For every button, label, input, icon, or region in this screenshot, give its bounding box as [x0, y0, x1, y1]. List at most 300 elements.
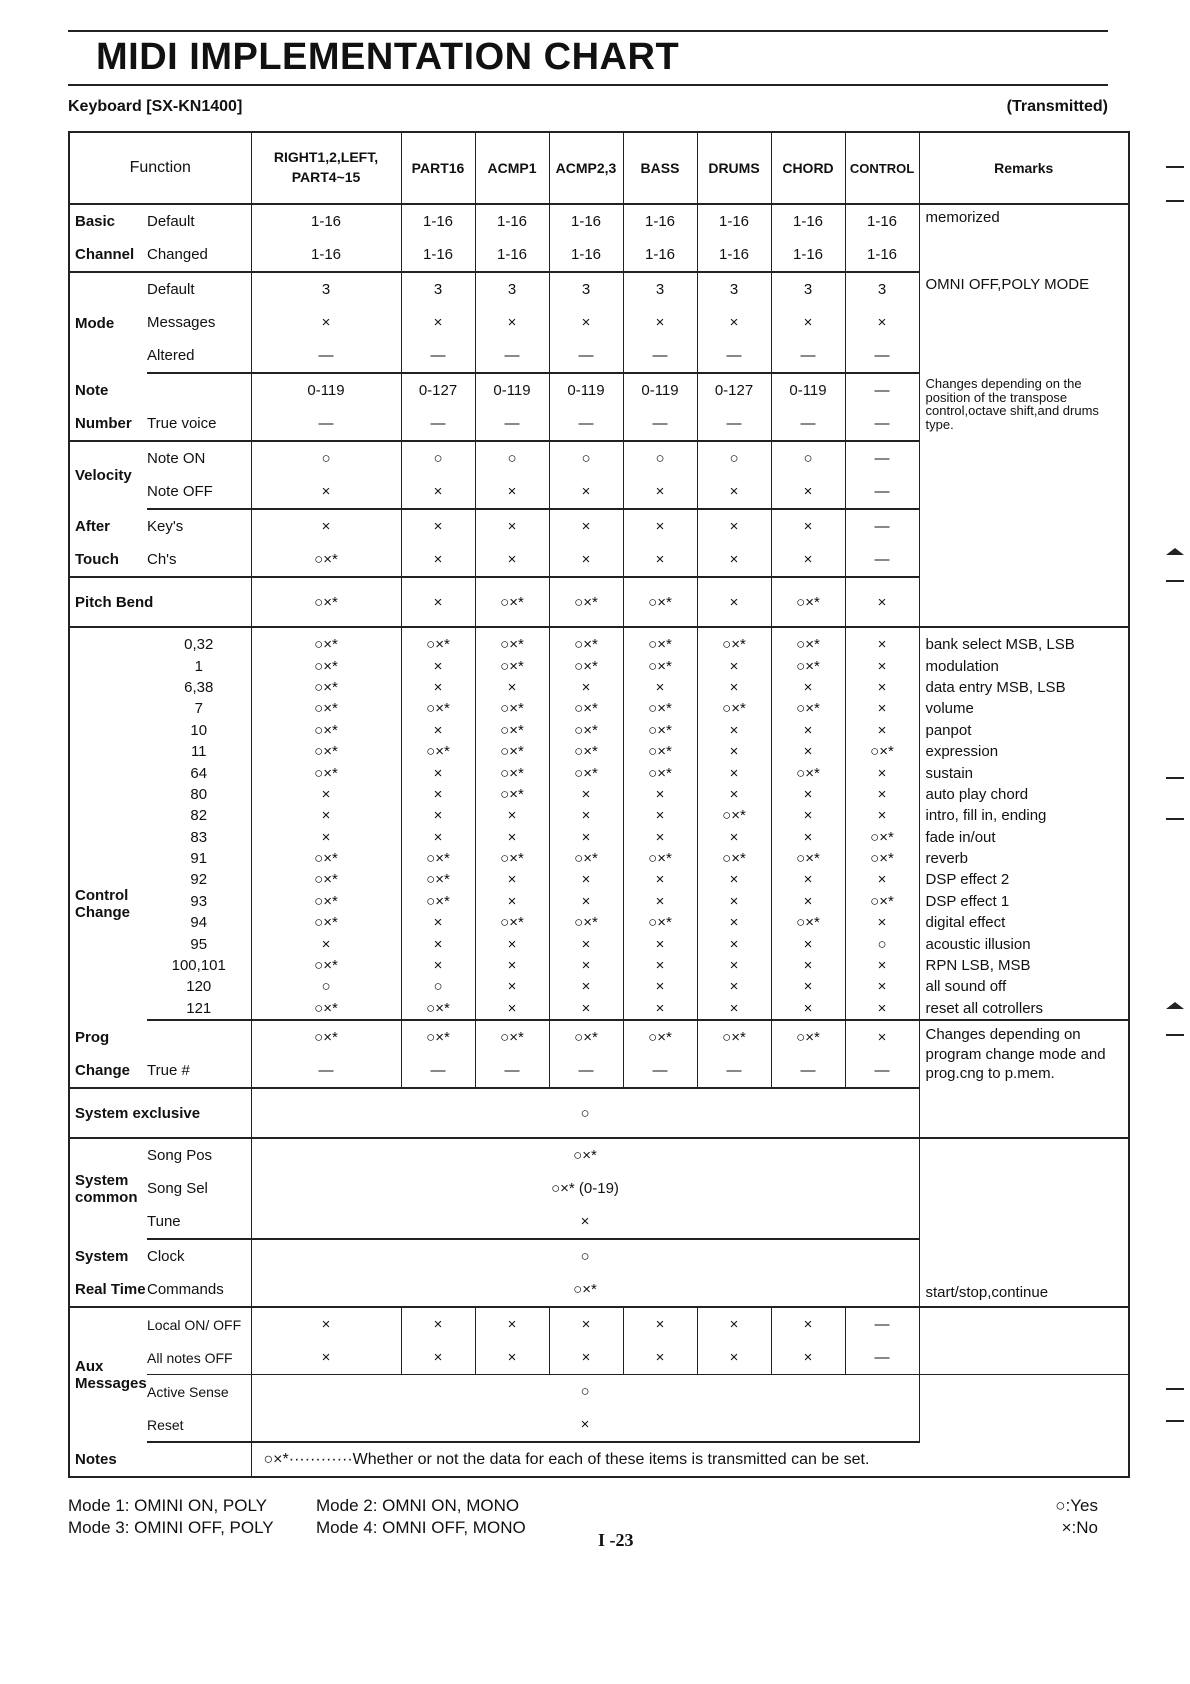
control-change-row	[69, 848, 1129, 869]
aux-local-cell: ×	[401, 1307, 475, 1341]
basic-default-cell: 1-16	[475, 204, 549, 238]
control-change-row	[69, 698, 1129, 719]
control-cell: ×	[697, 720, 771, 741]
velocity-on-cell: ○	[623, 441, 697, 475]
note-number-row	[69, 373, 1129, 407]
header-col-right-line1: RIGHT1,2,LEFT,	[273, 149, 379, 166]
control-change-row	[69, 933, 1129, 954]
control-cell: ○×*	[623, 698, 697, 719]
margin-mark	[1166, 777, 1184, 779]
control-remark: RPN LSB, MSB	[919, 955, 1129, 976]
control-cell: ○×*	[475, 655, 549, 676]
basic-changed-cell: 1-16	[401, 238, 475, 272]
control-cell: ×	[845, 976, 919, 997]
footer-no-legend: ×:No	[1061, 1518, 1098, 1537]
model-label: Keyboard [SX-KN1400]	[68, 98, 243, 115]
syscommon-songpos-cell: ○×*	[251, 1138, 919, 1172]
control-cell: ×	[771, 933, 845, 954]
pitchbend-cell: ○×*	[251, 577, 401, 627]
aux-active-row	[69, 1375, 1129, 1409]
header-col-right	[251, 132, 401, 204]
control-cell: ×	[845, 677, 919, 698]
control-cell: ○×*	[251, 627, 401, 655]
control-cell: ○×*	[475, 784, 549, 805]
mode-messages-cell: ×	[475, 306, 549, 339]
control-cell: ×	[697, 655, 771, 676]
mode-default-label: Default	[147, 272, 251, 306]
aftertouch-keys-cell: —	[845, 509, 919, 543]
header-col-acmp23: ACMP2,3	[549, 132, 623, 204]
prog-cell: ○×*	[697, 1020, 771, 1054]
control-cell: ○×*	[771, 912, 845, 933]
aux-allnotes-cell: ×	[549, 1341, 623, 1375]
mode-default-cell: 3	[771, 272, 845, 306]
mode-altered-cell: —	[475, 339, 549, 373]
mode-default-cell: 3	[549, 272, 623, 306]
pitchbend-cell: ○×*	[549, 577, 623, 627]
aux-allnotes-cell: ×	[401, 1341, 475, 1375]
control-cell: ○×*	[251, 762, 401, 783]
margin-mark	[1166, 818, 1184, 820]
control-cell: ×	[401, 805, 475, 826]
syscommon-songsel-cell: ○×* (0-19)	[251, 1172, 919, 1205]
realtime-remark	[919, 1239, 1129, 1307]
control-number: 11	[147, 741, 251, 762]
control-cell: ×	[475, 827, 549, 848]
pitchbend-row	[69, 577, 1129, 627]
aux-remark-1	[919, 1307, 1129, 1375]
page-title: MIDI IMPLEMENTATION CHART	[96, 36, 680, 78]
control-cell: ×	[845, 912, 919, 933]
mode-default-cell: 3	[475, 272, 549, 306]
realtime-clock-row	[69, 1239, 1129, 1273]
basic-default-cell: 1-16	[623, 204, 697, 238]
control-cell: ×	[251, 784, 401, 805]
velocity-off-cell: ×	[401, 475, 475, 509]
prog-cell: ○×*	[251, 1020, 401, 1054]
control-cell: ○×*	[401, 698, 475, 719]
margin-mark	[1166, 1420, 1184, 1422]
control-cell: ×	[401, 655, 475, 676]
aftertouch-keys-row	[69, 509, 1129, 543]
footer-mode3: Mode 3: OMINI OFF, POLY	[68, 1518, 274, 1537]
control-cell: ○×*	[251, 955, 401, 976]
control-cell: ○×*	[771, 655, 845, 676]
control-remark: bank select MSB, LSB	[919, 627, 1129, 655]
mode-altered-cell: —	[845, 339, 919, 373]
mode-altered-cell: —	[697, 339, 771, 373]
control-cell: ×	[771, 720, 845, 741]
sysex-remark	[919, 1088, 1129, 1138]
basic-changed-label: Changed	[147, 238, 251, 272]
pitchbend-cell: ×	[845, 577, 919, 627]
control-change-row	[69, 655, 1129, 676]
mode-messages-cell: ×	[251, 306, 401, 339]
control-number: 100,101	[147, 955, 251, 976]
control-cell: ×	[697, 998, 771, 1020]
note-true-cell: —	[251, 407, 401, 441]
control-cell: ×	[771, 998, 845, 1020]
control-cell: ×	[697, 869, 771, 890]
aftertouch-chs-cell: ○×*	[251, 543, 401, 577]
pitchbend-cell: ×	[401, 577, 475, 627]
note-cell: 0-119	[251, 373, 401, 407]
page-number: I -23	[598, 1530, 634, 1550]
sysex-label: System exclusive	[69, 1088, 251, 1138]
velocity-on-cell: ○	[251, 441, 401, 475]
basic-default-cell: 1-16	[771, 204, 845, 238]
control-cell: ○×*	[401, 998, 475, 1020]
footer-yes-legend: ○:Yes	[1055, 1496, 1098, 1515]
prog-true-cell: —	[401, 1054, 475, 1088]
velocity-on-cell: ○	[771, 441, 845, 475]
prog-cell: ○×*	[401, 1020, 475, 1054]
basic-changed-cell: 1-16	[845, 238, 919, 272]
aftertouch-chs-cell: ×	[549, 543, 623, 577]
velocity-on-cell: ○	[475, 441, 549, 475]
control-cell: ×	[549, 784, 623, 805]
note-true-cell: —	[845, 407, 919, 441]
control-remark: volume	[919, 698, 1129, 719]
control-cell: ×	[697, 955, 771, 976]
control-cell: ×	[401, 827, 475, 848]
control-change-row	[69, 869, 1129, 890]
control-cell: ○×*	[475, 741, 549, 762]
control-cell: ○×*	[401, 627, 475, 655]
control-cell: ○×*	[475, 762, 549, 783]
control-cell: ○×*	[771, 848, 845, 869]
control-cell: ○	[401, 976, 475, 997]
pitchbend-cell: ×	[697, 577, 771, 627]
header-col-drums: DRUMS	[697, 132, 771, 204]
mode-default-row	[69, 272, 1129, 306]
control-cell: ○×*	[475, 912, 549, 933]
note-empty	[147, 373, 251, 407]
control-cell: ○×*	[623, 720, 697, 741]
control-cell: ×	[475, 933, 549, 954]
margin-mark	[1166, 548, 1184, 555]
control-cell: ×	[549, 976, 623, 997]
control-cell: ○×*	[697, 805, 771, 826]
realtime-clock-label: Clock	[147, 1239, 251, 1273]
margin-mark	[1166, 580, 1184, 582]
control-cell: ×	[845, 955, 919, 976]
mode-messages-cell: ×	[845, 306, 919, 339]
control-cell: ×	[251, 933, 401, 954]
control-cell: ○×*	[251, 869, 401, 890]
note-remark: Changes depending on the position of the transpose control,octave shift,and drums type.	[919, 373, 1129, 441]
note-label: Note	[69, 373, 147, 407]
control-cell: ○×*	[845, 891, 919, 912]
control-cell: ×	[549, 805, 623, 826]
pitchbend-cell: ○×*	[771, 577, 845, 627]
control-cell: ○×*	[251, 891, 401, 912]
control-cell: ×	[475, 869, 549, 890]
aux-local-cell: —	[845, 1307, 919, 1341]
velocity-on-cell: ○	[549, 441, 623, 475]
mode-messages-cell: ×	[697, 306, 771, 339]
control-cell: ○×*	[623, 912, 697, 933]
aux-allnotes-cell: ×	[623, 1341, 697, 1375]
control-number: 95	[147, 933, 251, 954]
control-remark: modulation	[919, 655, 1129, 676]
realtime-label-2: Real Time	[69, 1273, 147, 1307]
header-remarks: Remarks	[919, 132, 1129, 204]
control-cell: ○×*	[549, 848, 623, 869]
basic-default-cell: 1-16	[697, 204, 771, 238]
control-cell: ○×*	[251, 655, 401, 676]
control-cell: ○×*	[845, 848, 919, 869]
header-col-bass: BASS	[623, 132, 697, 204]
mode-altered-cell: —	[549, 339, 623, 373]
control-cell: ×	[475, 998, 549, 1020]
mode-label: Mode	[69, 272, 147, 373]
aux-local-cell: ×	[251, 1307, 401, 1341]
control-cell: ×	[475, 955, 549, 976]
aftertouch-keys-cell: ×	[549, 509, 623, 543]
aux-reset-label: Reset	[147, 1408, 251, 1442]
control-change-row	[69, 762, 1129, 783]
control-cell: ○×*	[475, 848, 549, 869]
velocity-on-cell: —	[845, 441, 919, 475]
aux-remark-2	[919, 1375, 1129, 1443]
aux-label-2: Messages	[75, 1375, 147, 1393]
control-cell: ×	[771, 891, 845, 912]
control-cell: ×	[623, 891, 697, 912]
syscommon-songpos-label: Song Pos	[147, 1138, 251, 1172]
control-cell: ○×*	[623, 848, 697, 869]
control-change-row	[69, 720, 1129, 741]
control-cell: ×	[623, 827, 697, 848]
control-cell: ×	[845, 762, 919, 783]
margin-mark	[1166, 1388, 1184, 1390]
prog-cell: ○×*	[475, 1020, 549, 1054]
control-number: 7	[147, 698, 251, 719]
prog-true-cell: —	[845, 1054, 919, 1088]
aux-local-cell: ×	[475, 1307, 549, 1341]
control-cell: ○×*	[845, 741, 919, 762]
title-rule	[68, 84, 1108, 86]
prog-true-cell: —	[251, 1054, 401, 1088]
control-cell: ○×*	[401, 741, 475, 762]
control-cell: ×	[623, 784, 697, 805]
prog-remark: Changes depending on program change mode and prog.cng to p.mem.	[919, 1020, 1129, 1088]
control-number: 0,32	[147, 627, 251, 655]
control-cell: ○	[251, 976, 401, 997]
control-remark: panpot	[919, 720, 1129, 741]
mode-messages-cell: ×	[623, 306, 697, 339]
control-remark: expression	[919, 741, 1129, 762]
basic-default-row	[69, 204, 1129, 238]
aftertouch-chs-cell: ×	[771, 543, 845, 577]
note-cell: 0-119	[771, 373, 845, 407]
control-cell: ○×*	[623, 762, 697, 783]
control-cell: ×	[845, 720, 919, 741]
control-cell: ○×*	[549, 655, 623, 676]
velocity-off-cell: ×	[549, 475, 623, 509]
control-cell: ×	[401, 720, 475, 741]
control-cell: ×	[475, 677, 549, 698]
aftertouch-chs-cell: ×	[697, 543, 771, 577]
control-cell: ×	[845, 627, 919, 655]
basic-default-cell: 1-16	[845, 204, 919, 238]
basic-remark: memorized	[919, 204, 1129, 272]
control-cell: ○×*	[251, 720, 401, 741]
note-cell: 0-127	[697, 373, 771, 407]
prog-cell: ×	[845, 1020, 919, 1054]
note-true-cell: —	[475, 407, 549, 441]
control-cell: ×	[771, 976, 845, 997]
control-cell: ×	[771, 741, 845, 762]
control-number: 82	[147, 805, 251, 826]
mode-altered-cell: —	[771, 339, 845, 373]
control-cell: ×	[401, 784, 475, 805]
note-true-cell: —	[401, 407, 475, 441]
control-cell: ×	[623, 955, 697, 976]
control-remark: acoustic illusion	[919, 933, 1129, 954]
notes-text: ○×*············Whether or not the data for each of these items is transmitted can be set.	[251, 1442, 1129, 1477]
control-cell: ×	[845, 655, 919, 676]
control-change-row	[69, 955, 1129, 976]
aftertouch-keys-label: Key's	[147, 509, 251, 543]
control-cell: ×	[475, 805, 549, 826]
control-cell: ×	[475, 891, 549, 912]
control-cell: ○×*	[475, 720, 549, 741]
basic-default-cell: 1-16	[401, 204, 475, 238]
aux-allnotes-cell: ×	[475, 1341, 549, 1375]
note-true-cell: —	[549, 407, 623, 441]
control-cell: ×	[549, 998, 623, 1020]
control-cell: ○×*	[251, 998, 401, 1020]
header-function: Function	[69, 132, 251, 204]
velocity-on-cell: ○	[401, 441, 475, 475]
sysex-row	[69, 1088, 1129, 1138]
prog-label-2: Change	[69, 1054, 147, 1088]
control-change-row	[69, 784, 1129, 805]
control-cell: ○×*	[549, 762, 623, 783]
basic-changed-cell: 1-16	[697, 238, 771, 272]
notes-row	[69, 1442, 1129, 1477]
aftertouch-chs-cell: ×	[623, 543, 697, 577]
control-cell: ×	[697, 762, 771, 783]
prog-cell: ○×*	[549, 1020, 623, 1054]
note-truevoice-label: True voice	[147, 407, 251, 441]
prog-true-cell: —	[549, 1054, 623, 1088]
control-remark: reset all cotrollers	[919, 998, 1129, 1020]
note-label-2: Number	[69, 407, 147, 441]
prog-empty	[147, 1020, 251, 1054]
aux-allnotes-cell: ×	[251, 1341, 401, 1375]
header-col-right-line2: PART4~15	[291, 169, 361, 185]
control-remark: all sound off	[919, 976, 1129, 997]
aftertouch-keys-cell: ×	[251, 509, 401, 543]
aux-local-row	[69, 1307, 1129, 1341]
control-number: 94	[147, 912, 251, 933]
aux-active-label: Active Sense	[147, 1375, 251, 1409]
aftertouch-chs-cell: ×	[475, 543, 549, 577]
control-cell: ○×*	[771, 627, 845, 655]
aux-allnotes-cell: —	[845, 1341, 919, 1375]
aux-allnotes-cell: ×	[771, 1341, 845, 1375]
basic-changed-cell: 1-16	[251, 238, 401, 272]
control-cell: ○×*	[401, 848, 475, 869]
control-cell: ×	[845, 869, 919, 890]
mode-default-cell: 3	[401, 272, 475, 306]
mode-altered-cell: —	[401, 339, 475, 373]
velocity-label: Velocity	[69, 441, 147, 509]
header-col-acmp1: ACMP1	[475, 132, 549, 204]
aftertouch-keys-cell: ×	[623, 509, 697, 543]
control-change-row	[69, 998, 1129, 1020]
aux-allnotes-cell: ×	[697, 1341, 771, 1375]
realtime-clock-cell: ○	[251, 1239, 919, 1273]
pitchbend-remark	[919, 577, 1129, 627]
control-cell: ×	[697, 891, 771, 912]
syscommon-tune-cell: ×	[251, 1205, 919, 1239]
control-cell: ×	[623, 976, 697, 997]
note-true-cell: —	[771, 407, 845, 441]
mode-altered-label: Altered	[147, 339, 251, 373]
mode-default-cell: 3	[623, 272, 697, 306]
control-cell: ×	[251, 827, 401, 848]
velocity-remark	[919, 441, 1129, 509]
aux-reset-cell: ×	[251, 1408, 919, 1442]
mode-altered-cell: —	[623, 339, 697, 373]
control-cell: ×	[771, 869, 845, 890]
control-remark: fade in/out	[919, 827, 1129, 848]
control-change-group	[69, 627, 1129, 1020]
control-cell: ○×*	[549, 627, 623, 655]
aftertouch-label-2: Touch	[69, 543, 147, 577]
control-cell: ×	[549, 869, 623, 890]
realtime-label: System	[69, 1239, 147, 1273]
aux-local-cell: ×	[697, 1307, 771, 1341]
control-cell: ○×*	[251, 848, 401, 869]
control-number: 91	[147, 848, 251, 869]
aftertouch-keys-cell: ×	[475, 509, 549, 543]
prog-row	[69, 1020, 1129, 1054]
control-cell: ○×*	[401, 891, 475, 912]
control-cell: ×	[771, 805, 845, 826]
control-cell: ○×*	[623, 655, 697, 676]
control-cell: ○×*	[549, 912, 623, 933]
velocity-off-cell: ×	[623, 475, 697, 509]
note-cell: —	[845, 373, 919, 407]
control-number: 120	[147, 976, 251, 997]
mode-remark: OMNI OFF,POLY MODE	[919, 272, 1129, 373]
control-change-row	[69, 891, 1129, 912]
control-change-row	[69, 627, 1129, 655]
control-cell: ×	[401, 933, 475, 954]
control-cell: ×	[771, 955, 845, 976]
aftertouch-remark	[919, 509, 1129, 577]
control-cell: ○×*	[771, 698, 845, 719]
control-number: 6,38	[147, 677, 251, 698]
control-cell: ×	[623, 805, 697, 826]
mode-altered-cell: —	[251, 339, 401, 373]
control-cell: ×	[549, 891, 623, 912]
control-number: 83	[147, 827, 251, 848]
control-cell: ○×*	[697, 698, 771, 719]
control-change-label-2: Change	[75, 904, 131, 922]
control-number: 10	[147, 720, 251, 741]
control-cell: ×	[549, 955, 623, 976]
velocity-off-cell: ×	[697, 475, 771, 509]
mode-messages-cell: ×	[549, 306, 623, 339]
control-cell: ○×*	[475, 627, 549, 655]
control-cell: ○×*	[697, 848, 771, 869]
header-col-part16: PART16	[401, 132, 475, 204]
